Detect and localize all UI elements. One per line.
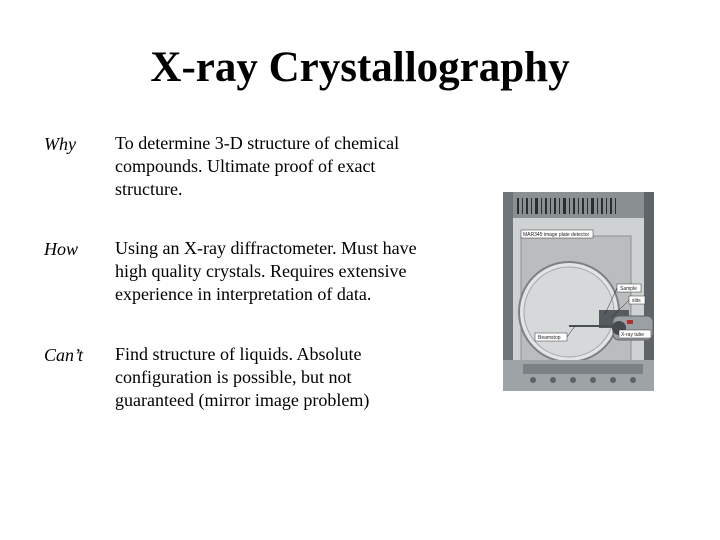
text-line: To determine 3-D structure of chemical: [115, 133, 400, 153]
row-label: Can’t: [44, 345, 84, 365]
slide-title: X-ray Crystallography: [150, 44, 570, 91]
row-label: How: [44, 239, 79, 259]
beamstop-label: Beamstop: [538, 335, 561, 341]
diffractometer-photo: [503, 192, 654, 391]
row-label: Why: [44, 134, 76, 154]
row-text: [115, 132, 475, 201]
detector-label: MAR345 image plate detector: [523, 232, 590, 238]
text-line: structure.: [115, 179, 183, 199]
sample-label: Sample: [620, 286, 637, 292]
text-line: guaranteed (mirror image problem): [115, 390, 370, 410]
text-line: configuration is possible, but not: [115, 367, 352, 387]
slits-label: slits: [632, 298, 641, 304]
text-line: compounds. Ultimate proof of exact: [115, 156, 376, 176]
text-line: Using an X-ray diffractometer. Must have: [115, 238, 417, 258]
text-line: Find structure of liquids. Absolute: [115, 344, 362, 364]
row-text: [115, 237, 475, 306]
xray-tube-label: X-ray tube: [621, 332, 645, 338]
row-text: [115, 343, 475, 412]
text-line: high quality crystals. Requires extensive: [115, 261, 407, 281]
text-line: experience in interpretation of data.: [115, 284, 372, 304]
